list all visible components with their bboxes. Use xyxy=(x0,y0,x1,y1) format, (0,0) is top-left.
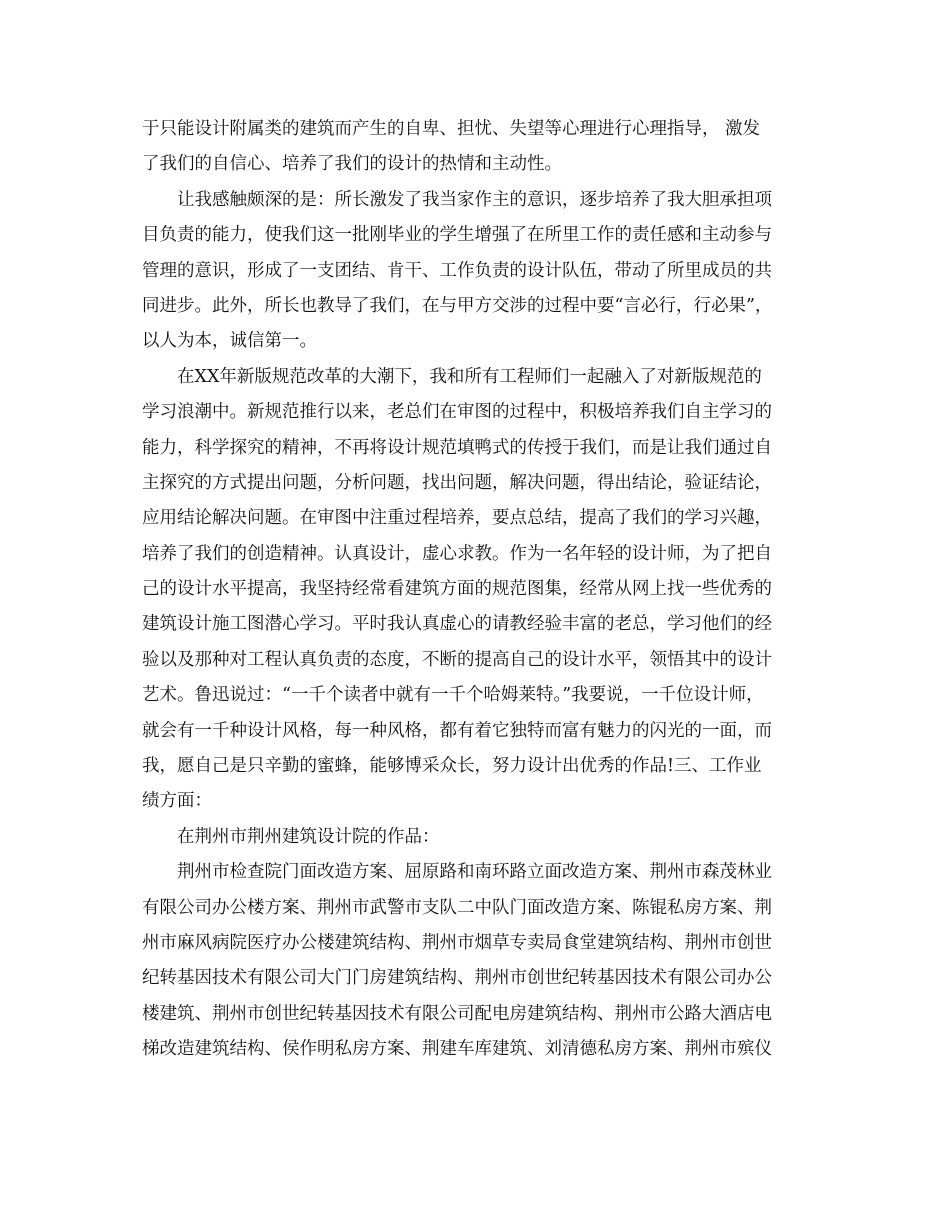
text-line: 目负责的能力，使我们这一批刚毕业的学生增强了在所里工作的责任感和主动参与 xyxy=(142,225,772,246)
text-line: 有限公司办公楼方案、荆州市武警市支队二中队门面改造方案、陈锟私房方案、荆 xyxy=(142,897,772,918)
text-line: 己的设计水平提高，我坚持经常看建筑方面的规范图集，经常从网上找一些优秀的 xyxy=(142,579,772,600)
text-line: 于只能设计附属类的建筑而产生的自卑、担忧、失望等心理进行心理指导， 激发 xyxy=(142,119,761,139)
document-body xyxy=(142,112,832,1068)
text-line: 在XX年新版规范改革的大潮下，我和所有工程师们一起融入了对新版规范的 xyxy=(177,366,762,387)
text-line: 荆州市检查院门面改造方案、屈原路和南环路立面改造方案、荆州市森茂林业 xyxy=(177,862,772,883)
text-line: 楼建筑、荆州市创世纪转基因技术有限公司配电房建筑结构、荆州市公路大酒店电 xyxy=(142,1003,772,1024)
text-line: 学习浪潮中。新规范推行以来，老总们在审图的过程中，积极培养我们自主学习的 xyxy=(142,402,772,423)
text-line: 我，愿自己是只辛勤的蜜蜂，能够博采众长，努力设计出优秀的作品!三、工作业 xyxy=(142,756,762,777)
text-line: 以人为本，诚信第一。 xyxy=(142,331,317,352)
text-line: 艺术。鲁迅说过：“一千个读者中就有一千个哈姆莱特。”我要说，一千位设计师， xyxy=(142,685,764,706)
text-line: 州市麻风病院医疗办公楼建筑结构、荆州市烟草专卖局食堂建筑结构、荆州市创世 xyxy=(142,932,772,953)
text-line: 绩方面： xyxy=(142,791,212,812)
text-line: 了我们的自信心、培养了我们的设计的热情和主动性。 xyxy=(142,154,562,175)
text-line: 让我感触颇深的是：所长激发了我当家作主的意识，逐步培养了我大胆承担项 xyxy=(177,189,772,210)
text-line: 应用结论解决问题。在审图中注重过程培养，要点总结，提高了我们的学习兴趣， xyxy=(142,508,772,529)
text-line: 同进步。此外，所长也教导了我们，在与甲方交涉的过程中要“言必行，行必果”， xyxy=(142,295,773,316)
text-line: 就会有一千种设计风格，每一种风格，都有着它独特而富有魅力的闪光的一面，而 xyxy=(142,720,772,741)
text-line: 在荆州市荆州建筑设计院的作品： xyxy=(177,826,440,847)
text-line: 纪转基因技术有限公司大门门房建筑结构、荆州市创世纪转基因技术有限公司办公 xyxy=(142,968,772,989)
text-line: 验以及那种对工程认真负责的态度，不断的提高自己的设计水平，领悟其中的设计 xyxy=(142,649,772,670)
text-line: 能力，科学探究的精神，不再将设计规范填鸭式的传授于我们，而是让我们通过自 xyxy=(142,437,772,458)
text-line: 主探究的方式提出问题，分析问题，找出问题，解决问题，得出结论，验证结论， xyxy=(142,472,772,493)
text-line: 建筑设计施工图潜心学习。平时我认真虚心的请教经验丰富的老总，学习他们的经 xyxy=(142,614,772,635)
text-line: 培养了我们的创造精神。认真设计，虚心求教。作为一名年轻的设计师，为了把自 xyxy=(142,543,772,564)
text-line: 梯改造建筑结构、侯作明私房方案、荆建车库建筑、刘清德私房方案、荆州市殡仪 xyxy=(142,1039,772,1060)
text-line: 管理的意识，形成了一支团结、肯干、工作负责的设计队伍，带动了所里成员的共 xyxy=(142,260,772,281)
